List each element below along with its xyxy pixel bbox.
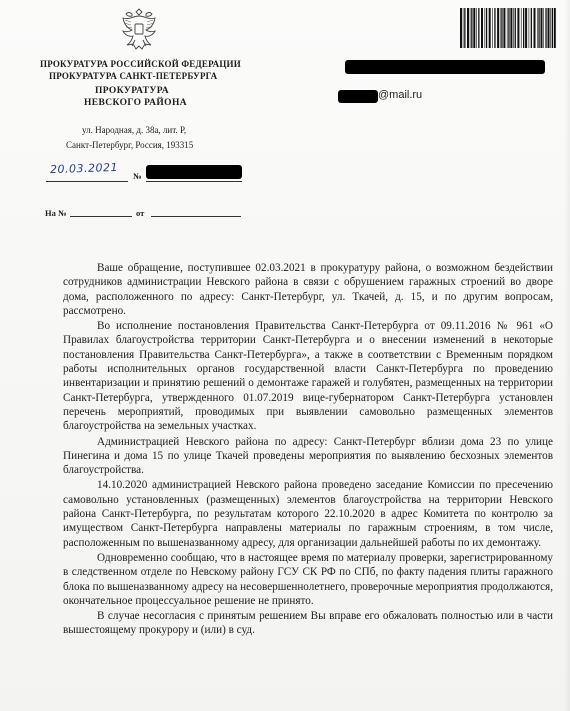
paragraph: Во исполнение постановления Правительства Санкт-Петербурга от 09.11.2016 № 961 «О Правилах благоустройства территории Санкт-Петербурга и о внесении изменений в некоторые постановления Правительства Санкт-Петербурга», а также в соответствии с Временным порядком работы исполнительных органов государственной власти Санкт-Петербурга по проведению инвентаризации и принятию решений о демонтаже гаражей и голубятен, размещенных на территории Санкт-Петербурга, утвержденного 01.07.2019 вице-губернатором Санкт-Петербурга установлен перечень мероприятий, проводимых при выявлении самовольно размещенных элементов благоустройства на земельных участках. xyxy=(63,320,553,433)
paragraph: Одновременно сообщаю, что в настоящее время по материалу проверки, зарегистрированному в следственном отделе по Невскому району ГСУ СК РФ по СПб, по факту падения плиты гаражного блока по вышеназванному адресу на несовершеннолетнего, проверочные мероприятия продолжаются, окончательное процессуальное решение не принято. xyxy=(63,551,553,607)
address-line-1: ул. Народная, д. 38а, лит. Р, xyxy=(82,125,187,135)
reply-date-underline xyxy=(151,216,241,217)
number-underline xyxy=(146,181,242,182)
redacted-recipient-block xyxy=(345,60,545,74)
paragraph: Ваше обращение, поступившее 02.03.2021 в прокуратуру района, о возможном бездействии сотрудников администрации Невского района в связи с обрушением гаражных строений во дворе дома, расположенного по адресу: Санкт-Петербург, ул. Ткачей, д. 15, и по другим вопросам, рассмотрено. xyxy=(63,262,553,317)
from-label: от xyxy=(136,208,145,218)
letter-body xyxy=(63,261,553,638)
number-symbol: № xyxy=(133,171,142,181)
coat-of-arms-icon xyxy=(118,6,160,54)
dept-line-2: НЕВСКОГО РАЙОНА xyxy=(84,98,188,108)
handwritten-date: 20.03.2021 xyxy=(49,160,119,177)
paragraph: В случае несогласия с принятым решением Вы вправе его обжаловать полностью или в части вышестоящему прокурору и (или) в суд. xyxy=(63,610,553,637)
paragraph: 14.10.2020 администрацией Невского района проведено заседание Комиссии по пресечению самовольно установленных (размещенных) элементов благоустройства на территории Невского района Санкт-Петербурга, по результатам которого 22.10.2020 в адрес Комитета по контролю за имуществом Санкт-Петербурга направлены материалы по гаражным строениям, в том числе, расположенным по вышеназванному адресу, для организации дальнейшей работы по их демонтажу. xyxy=(63,479,553,549)
reply-to-label: На № xyxy=(45,208,67,218)
dept-line-1: ПРОКУРАТУРА xyxy=(95,86,169,96)
address-line-2: Санкт-Петербург, Россия, 193315 xyxy=(66,140,194,150)
barcode-icon xyxy=(460,8,556,48)
page-edge-shadow xyxy=(564,0,570,711)
reply-number-underline xyxy=(70,216,132,217)
date-underline xyxy=(46,181,128,182)
paragraph: Администрацией Невского района по адресу: Санкт-Петербург вблизи дома 23 по улице Пинегина и дома 15 по улице Ткачей проведены мероприятия по выявлению бесхозных элементов благоустройства. xyxy=(63,435,553,477)
recipient-email: @mail.ru xyxy=(378,89,423,101)
redacted-document-number xyxy=(146,165,242,179)
redacted-email-user xyxy=(338,90,378,103)
org-line-2: ПРОКУРАТУРА САНКТ-ПЕТЕРБУРГА xyxy=(49,71,218,81)
org-line-1: ПРОКУРАТУРА РОССИЙСКОЙ ФЕДЕРАЦИИ xyxy=(40,59,241,69)
